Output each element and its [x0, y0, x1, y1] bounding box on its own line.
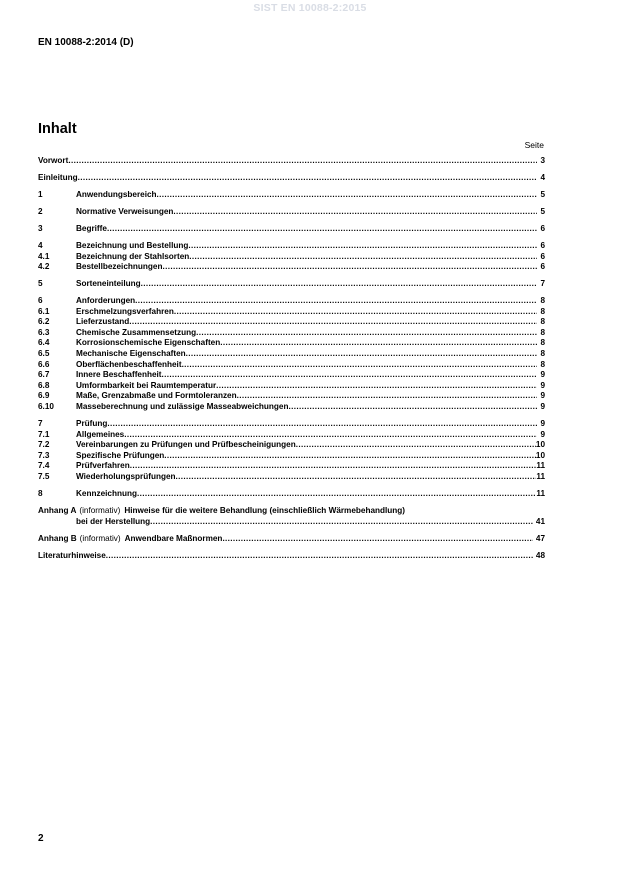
toc-entry-7[interactable]: [38, 419, 545, 430]
dot-leader: [68, 156, 537, 167]
dot-leader: [162, 262, 537, 273]
toc-entry-title: Prüfung: [76, 419, 108, 428]
toc-entry-6-8[interactable]: [38, 381, 545, 392]
toc-entry-6-4[interactable]: [38, 338, 545, 349]
toc-entry-page: 10: [535, 450, 545, 460]
toc-entry-page: 4: [540, 172, 545, 182]
toc-entry-title: Bezeichnung und Bestellung: [76, 240, 189, 250]
toc-entry-number: 7.5: [38, 471, 50, 481]
toc-entry-number: 6.7: [38, 370, 50, 380]
toc-entry-6-2[interactable]: [38, 317, 545, 328]
toc-entry-6-7[interactable]: [38, 370, 545, 381]
toc-entry-page: 8: [540, 338, 545, 348]
toc-entry-6-10[interactable]: [38, 402, 545, 413]
dot-leader: [182, 360, 537, 371]
toc-entry-page: 8: [540, 296, 545, 306]
dot-leader: [173, 207, 537, 218]
dot-leader: [237, 391, 537, 402]
toc-entry-6-6[interactable]: [38, 360, 545, 371]
toc-entry-number: 7.2: [38, 440, 50, 450]
toc-entry-page: 5: [540, 189, 545, 199]
toc-entry-number: 6.1: [38, 306, 50, 316]
toc-entry-7-1[interactable]: [38, 430, 545, 441]
toc-entry-4[interactable]: [38, 241, 545, 252]
toc-entry-page: 47: [535, 533, 545, 543]
toc-entry-number: 4.1: [38, 251, 50, 261]
toc-entry-page: 9: [540, 380, 545, 390]
dot-leader: [130, 461, 537, 472]
annex-label: Anhang B: [38, 533, 77, 543]
toc-entry-number: 7.3: [38, 450, 50, 460]
toc-entry-number: 7.4: [38, 461, 50, 471]
toc-entry-number: 4: [38, 240, 43, 250]
toc-entry-page: 48: [535, 550, 545, 560]
toc-entry-annex-a[interactable]: [38, 506, 545, 517]
toc-entry-page: 3: [540, 156, 545, 165]
toc-entry-number: 1: [38, 189, 43, 199]
toc-entry-6-5[interactable]: [38, 349, 545, 360]
toc-entry-title: Vorwort: [38, 156, 69, 165]
dot-leader: [296, 440, 536, 451]
annex-type: (informativ): [79, 505, 121, 515]
page-number: 2: [38, 833, 44, 844]
toc-entry-page: 8: [540, 306, 545, 316]
dot-leader: [220, 338, 537, 349]
toc-entry-1[interactable]: [38, 190, 545, 201]
toc-entry-number: 6.8: [38, 380, 50, 390]
toc-entry-title: bei der Herstellung: [76, 516, 151, 526]
toc-entry-title: Bestellbezeichnungen: [76, 262, 163, 272]
toc-entry-title: Anwendbare Maßnormen: [124, 533, 223, 543]
toc-entry-number: 6.2: [38, 317, 50, 327]
toc-entry-title: Anforderungen: [76, 296, 136, 306]
table-of-contents: [38, 156, 545, 567]
toc-entry-page: 9: [540, 429, 545, 439]
toc-entry-number: 6.6: [38, 359, 50, 369]
annex-type: (informativ): [79, 533, 121, 543]
toc-entry-page: 6: [540, 240, 545, 250]
toc-entry-number: 6.10: [38, 402, 54, 412]
dot-leader: [129, 317, 537, 328]
toc-entry-annex-a-continued[interactable]: [38, 517, 545, 528]
toc-entry-7-3[interactable]: [38, 451, 545, 462]
toc-entry-title: Mechanische Eigenschaften: [76, 349, 186, 359]
dot-leader: [174, 307, 537, 318]
toc-entry-6-1[interactable]: [38, 307, 545, 318]
toc-entry-title: Korrosionschemische Eigenschaften: [76, 338, 221, 348]
toc-entry-number: 6.9: [38, 391, 50, 401]
toc-entry-7-5[interactable]: [38, 472, 545, 483]
toc-entry-4-1[interactable]: [38, 252, 545, 263]
dot-leader: [78, 173, 537, 184]
toc-entry-6-9[interactable]: [38, 391, 545, 402]
toc-entry-number: 6.3: [38, 327, 50, 337]
toc-entry-number: 8: [38, 488, 43, 498]
toc-entry-page: 8: [540, 349, 545, 359]
toc-entry-title: Erschmelzungsverfahren: [76, 306, 174, 316]
toc-entry-8[interactable]: [38, 489, 545, 500]
dot-leader: [189, 252, 537, 263]
page-column-label: Seite: [524, 140, 544, 150]
dot-leader: [196, 328, 537, 339]
toc-entry-page: 5: [540, 206, 545, 216]
dot-leader: [176, 472, 537, 483]
toc-entry-title: Allgemeines: [76, 429, 125, 439]
toc-entry-page: 11: [536, 471, 545, 481]
toc-entry-3[interactable]: [38, 224, 545, 235]
toc-entry-number: 5: [38, 279, 43, 289]
toc-entry-title: Bezeichnung der Stahlsorten: [76, 251, 190, 261]
toc-entry-number: 6.5: [38, 349, 50, 359]
toc-entry-7-2[interactable]: [38, 440, 545, 451]
toc-entry-page: 9: [540, 419, 545, 428]
toc-entry-number: 3: [38, 223, 43, 233]
toc-entry-page: 10: [535, 440, 545, 450]
toc-entry-title: Spezifische Prüfungen: [76, 450, 165, 460]
watermark: SIST EN 10088-2:2015: [253, 2, 367, 14]
dot-leader: [164, 451, 536, 462]
dot-leader: [222, 534, 532, 545]
dot-leader: [157, 190, 537, 201]
dot-leader: [188, 241, 537, 252]
toc-entry-vorwort[interactable]: [38, 156, 545, 167]
toc-entry-title: Anwendungsbereich: [76, 189, 157, 199]
toc-entry-title: Wiederholungsprüfungen: [76, 471, 176, 481]
toc-title: Inhalt: [38, 121, 77, 137]
dot-leader: [186, 349, 537, 360]
toc-entry-title: Innere Beschaffenheit: [76, 370, 162, 380]
toc-entry-page: 11: [536, 488, 545, 498]
toc-entry-title: Literaturhinweise: [38, 550, 106, 560]
toc-entry-title: Hinweise für die weitere Behandlung (einschließlich Wärmebehandlung): [124, 505, 406, 515]
toc-entry-page: 8: [540, 359, 545, 369]
toc-entry-title: Oberflächenbeschaffenheit: [76, 359, 182, 369]
toc-entry-page: 11: [536, 461, 545, 471]
dot-leader: [124, 430, 537, 441]
toc-entry-number: 4.2: [38, 262, 50, 272]
toc-entry-title: Vereinbarungen zu Prüfungen und Prüfbescheinigungen: [76, 440, 296, 450]
document-id: EN 10088-2:2014 (D): [38, 37, 134, 48]
toc-entry-title: Kennzeichnung: [76, 488, 137, 498]
toc-entry-page: 9: [540, 370, 545, 380]
toc-entry-5[interactable]: [38, 279, 545, 290]
dot-leader: [137, 489, 536, 500]
toc-entry-6-3[interactable]: [38, 328, 545, 339]
toc-entry-title: Lieferzustand: [76, 317, 130, 327]
toc-entry-title: Prüfverfahren: [76, 461, 130, 471]
toc-entry-number: 6.4: [38, 338, 50, 348]
toc-entry-4-2[interactable]: [38, 262, 545, 273]
toc-entry-7-4[interactable]: [38, 461, 545, 472]
toc-entry-number: 2: [38, 206, 43, 216]
toc-entry-6[interactable]: [38, 296, 545, 307]
toc-entry-page: 6: [540, 262, 545, 272]
toc-entry-title: Maße, Grenzabmaße und Formtoleranzen: [76, 391, 237, 401]
toc-entry-number: 7: [38, 419, 43, 428]
toc-entry-literatur[interactable]: [38, 551, 545, 562]
toc-entry-number: 6: [38, 296, 43, 306]
annex-label: Anhang A: [38, 505, 77, 515]
dot-leader: [107, 224, 537, 235]
dot-leader: [150, 517, 533, 528]
toc-entry-number: 7.1: [38, 429, 50, 439]
dot-leader: [288, 402, 537, 413]
toc-entry-page: 9: [540, 391, 545, 401]
dot-leader: [162, 370, 537, 381]
dot-leader: [106, 551, 533, 562]
dot-leader: [135, 296, 537, 307]
toc-entry-title: Masseberechnung und zulässige Masseabweichungen: [76, 402, 289, 412]
toc-entry-page: 8: [540, 317, 545, 327]
toc-entry-page: 41: [535, 516, 545, 526]
toc-entry-annex-b[interactable]: [38, 534, 545, 545]
toc-entry-title: Umformbarkeit bei Raumtemperatur: [76, 380, 217, 390]
toc-entry-title: Sorteneinteilung: [76, 279, 141, 289]
dot-leader: [216, 381, 537, 392]
toc-entry-2[interactable]: [38, 207, 545, 218]
dot-leader: [141, 279, 537, 290]
toc-entry-title: Einleitung: [38, 172, 78, 182]
toc-entry-page: 7: [540, 279, 545, 289]
toc-entry-page: 8: [540, 327, 545, 337]
toc-entry-page: 6: [540, 251, 545, 261]
toc-entry-einleitung[interactable]: [38, 173, 545, 184]
toc-entry-title: Normative Verweisungen: [76, 206, 174, 216]
toc-entry-page: 9: [540, 402, 545, 412]
toc-entry-page: 6: [540, 223, 545, 233]
toc-entry-title: Begriffe: [76, 223, 107, 233]
dot-leader: [107, 419, 537, 430]
toc-entry-title: Chemische Zusammensetzung: [76, 327, 197, 337]
